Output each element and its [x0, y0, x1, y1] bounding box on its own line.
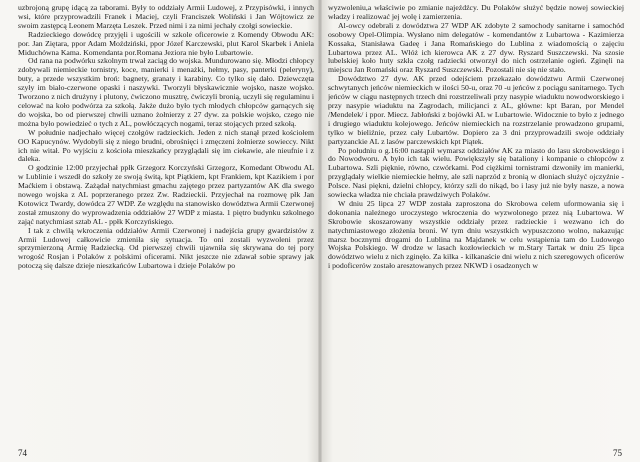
page-number: 74	[18, 448, 27, 458]
paragraph: W dniu 25 lipca 27 WDP została zaproszona do Skrobowa celem uformowania się i dokonania należnego uroczystego wkroczenia do wyzwolonego przez nią Lubartowa. W Skrobowie skoszarowany wszystkie oddziały przez radzieckie i wezwano ich do natychmiastowego złożenia broni. W tym dniu wszystkich wypuszczono wolno, nakazując marsz bocznymi drogami do Lublina na Majdanek w celu wstąpienia tam do Ludowego Wojska Polskiego. W drodze w lasach kozłowieckich w m.Stary Tartak w dniu 25 lipca dowództwo wielu z nich zginęło. Za kilka - kilkanaście dni wielu z nich szeregowych oficerów i podoficerów zostało aresztowanych przez NKWD i osadzonych w	[328, 198, 624, 271]
left-page	[18, 4, 314, 458]
paragraph: wyzwoleniu,a właściwie po zmianie najeźdźcy. Du Polaków służyć będzie nowej sowieckiej władzy i realizować jej wolę i zamierzenia.	[328, 4, 624, 21]
page-number: 75	[613, 448, 622, 458]
paragraph: I tak z chwilą wkroczenia oddziałów Armii Czerwonej i nadejścia grupy gwardzistów z Armii Ludowej całkowicie zmieniła się sytuacja. To oni zostali wyzwoleni przez sprzymierzoną Armię Radziecką. Od pierwszej chwili ujawniła się skrywana do tej pory wrogość Rosjan i Polaków z polskimi oficerami. Nikt jeszcze nie zdawał sobie sprawy jak potoczą się dalsze dzieje nieszkańców Lubartowa i dzieje Polaków po	[18, 225, 314, 271]
paragraph: Al-owcy odebrali z dowództwa 27 WDP AK zdobyte 2 samochody sanitarne i samochód osobowy Opel-Olimpia. Wysłano nim delegatów - komendantów z Lubartowa - Kazimierza Kossaka, Stanisława Gadeę i Jana Romańskiego do Lublina z wiadomością o zajęciu Lubartowa przez AL. Włóż ich kierowca AK z 27 dyw. Ryszard Suszczewski. Na szosie lubelskiej koło huty szkła czołg radziecki otworzył do nich ostrzelanie ogień. Zginęli na miejscu Jan Romański oraz Ryszard Suszczewski. Pozostali nie się nie stało.	[328, 20, 624, 75]
paragraph: O godzinie 12:00 przyjechał ppłk Grzegorz Korczyński Grzegorz, Komedant Obwodu AL w Lublinie i wszedł do szkoły ze swoją świtą, kpt Piątkiem, kpt Frankiem, kpt Kazikiem i por Maćkiem i obstawą. Zażądał natychmiast gmachu zajętego przez partyzantów AK dla swego nowego wojska z AL poprzeranego przez Zw. Radzieckii. Przyjechał na rozmowę płk Jan Kotowicz Twardy, dowódca 27 WDP. Ze względu na stanowisko dowództwa Armii Czerwonej został zmuszony do wyprowadzenia oddziałów 27 WDP z miasta. 1 piętro budynku szkolnego zająć natychmiast sztab AL - ppłk Korczyńskiego.	[18, 163, 314, 226]
paragraph: Dowództwo 27 dyw. AK przed odejściem przekazało dowództwu Armii Czerwonej schwytanych jeńców niemieckich w ilości 50-u, oraz 70 -u jeńców z pociągu sanitarnego. Tych jeńców w ciągu następnych trzech dni rozstrzeliwali przy nasypie wiaduktu nowodworskiego i przy nasypie wiaduktu na Zagrodach, milicjanci z AL, główne: kpt Baran, por Mendel /Mendelek/ i ppor. Miecz. Jabłoński z bojówki AL w Lubartowie. Widocznie to było z jednego i drugiego wiaduktu kolejowego. Jeńców niemieckich na rozstrzelanie prowadzono grupami, tylko w bieliźnie, przez cały Lubartów. Dopiero za 3 dni przyprowadzili swoje oddziały partyzanckie AL z lasów parczewskich kpt Piątek.	[328, 74, 624, 146]
right-page-text	[328, 4, 624, 271]
paragraph: Od rana na podwórku szkolnym trwał zaciąg do wojska. Mundurowano się. Młodzi chłopcy zdobywali niemieckie tornistry, koce, manierki i menażki, hełmy, pasy, panterki (peleryny), buty, a przede wszystkim broń: bagnety, granaty i karabiny. Co tylko się dało. Dziewczęta szyły im biało-czerwone opaski i naszywki. Tworzyli błyskawicznie wojsko, nasze wojsko. Tworzono z nich drużyny i plutony, ćwiczono musztrę, ćwiczyli bronią, uczyli się regulaminu i celować na koło podwórza za szkołą. Jakże dużo było tych młodych chłopców garnących się do wojska, bo od pierwszej chwili uznano żołnierzy z 27 dyw. za polskie wojsko, czego nie można było powiedzieć o tych z AL, powłóczących nogami, teraz stojących przed szkołą.	[18, 56, 314, 128]
paragraph: Po południu o g.16:00 nastąpił wymarsz oddziałów AK za miasto do lasu skrobowskiego i do Nowodworu. A było ich tak wielu. Powiększyły się bataliony i kompanie o chłopców z Lubartowa. Szli pięknie, równo, czwórkami. Pod ciężkimi tornistrami dzwoniły im manierki, przyglądały wielkie niemieckie hełmy, ale szli naprzód z bronią w dłoniach służyć ojczyźnie - Polsce. Nasi piękni, dzielni chłopcy, którzy szli do nikąd, bo i lasy już nie były nasze, a nowa sowiecka władza nie chciała prawdziwych Polaków.	[328, 145, 624, 200]
paragraph: uzbrojoną grupę idącą za taborami. Były to oddziały Armii Ludowej, z Przypisówki, i innych wsi, które przyprowadzili Franek i Maciej, czyli Franciszek Woliński i Jan Wójtowicz ze swoim zastępcą Leonem Marzęta Leszek. Przed nimi i za nimi jechały czołgi sowieckie.	[18, 4, 314, 30]
paragraph: W południe nadjechało więcej czołgów radzieckich. Jeden z nich stanął przed kościołem OO Kapucynów. Wydobyli się z niego brudni, obrośnięci i zmęczeni żołnierze sowieccy. Nikt ich nie witał. Po wyjściu z kościoła mieszkańcy przyglądali się im ciekawie, ale nieufnie i z daleka.	[18, 127, 314, 164]
left-page-text	[18, 4, 314, 271]
book-gutter	[318, 0, 322, 462]
right-page	[328, 4, 624, 458]
paragraph: Radzieckiego dowódcę przyjęli i ugościli w szkole oficerowie z Komendy Obwodu AK: por. Jan Ziętara, ppor Adam Moździński, ppor Józef Karczewski, plut Karol Skarbek i Aniela Miduchówna Kama. Komendanta por.Romana Jeziora nie było Lubartowie.	[18, 29, 314, 57]
